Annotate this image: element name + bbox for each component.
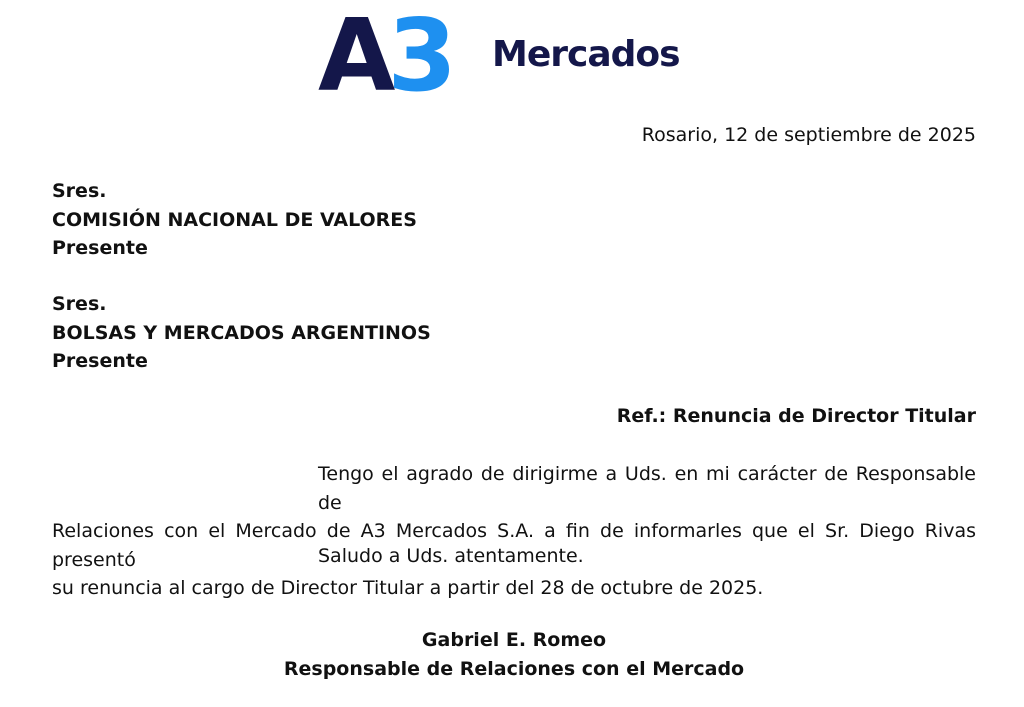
body-line-2: Relaciones con el Mercado de A3 Mercados S.A. a fin de informarles que el Sr. Diego Rivas presentó — [52, 520, 976, 571]
body-line-1: Tengo el agrado de dirigirme a Uds. en mi carácter de Responsable de — [318, 463, 976, 514]
body-line-3: su renuncia al cargo de Director Titular a partir del 28 de octubre de 2025. — [52, 577, 764, 599]
logo-mark-a: A — [318, 6, 388, 98]
recipient-block-cnv — [52, 177, 417, 263]
logo-wordmark: Mercados — [492, 34, 680, 75]
reference-line: Ref.: Renuncia de Director Titular — [616, 405, 976, 427]
recipient-name: BOLSAS Y MERCADOS ARGENTINOS — [52, 321, 431, 344]
recipient-closing: Presente — [52, 350, 148, 372]
recipient-name: COMISIÓN NACIONAL DE VALORES — [52, 208, 417, 231]
a3-logo-mark — [318, 6, 478, 98]
letter-date: Rosario, 12 de septiembre de 2025 — [641, 124, 976, 146]
logo-mark-letter-a — [318, 6, 449, 98]
a3-mercados-logo — [318, 6, 698, 98]
recipient-salutation: Sres. — [52, 293, 107, 315]
signature-name: Gabriel E. Romeo — [421, 629, 607, 651]
recipient-closing: Presente — [52, 237, 148, 259]
recipient-block-byma — [52, 290, 431, 376]
closing-line: Saludo a Uds. atentamente. — [318, 545, 584, 567]
signature-role: Responsable de Relaciones con el Mercado — [283, 658, 745, 680]
logo-mark-3: 3 — [387, 6, 449, 98]
letter-body — [52, 460, 976, 603]
recipient-salutation: Sres. — [52, 180, 107, 202]
